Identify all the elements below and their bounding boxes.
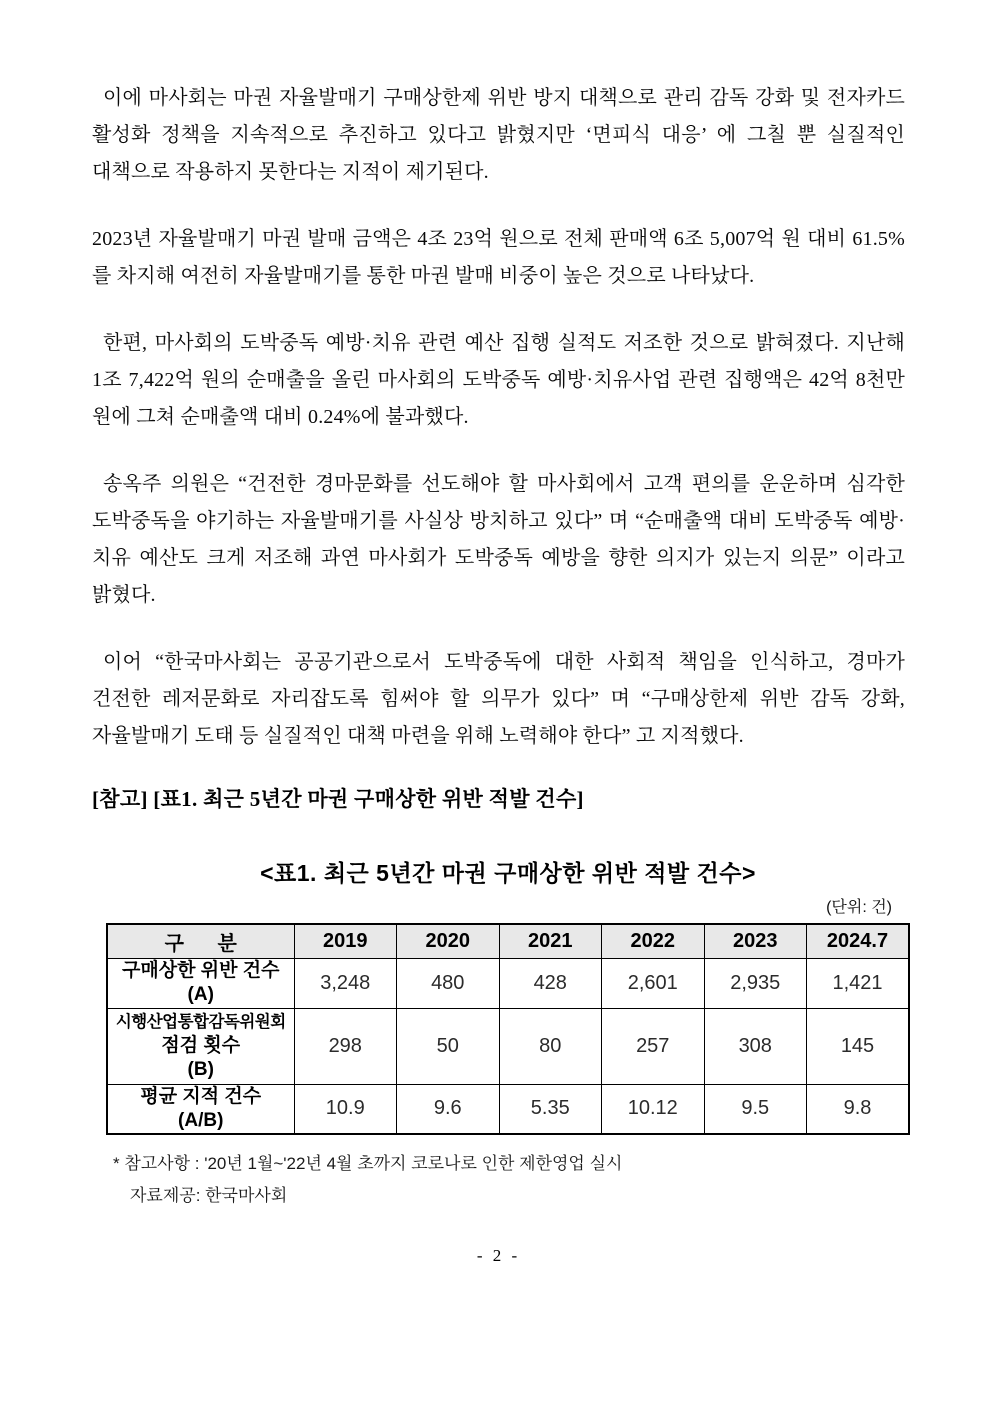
value-cell: 50 <box>397 1008 500 1084</box>
header-cell-category: 구 분 <box>107 924 294 958</box>
footnote-list <box>92 1151 905 1209</box>
value-cell: 145 <box>807 1008 910 1084</box>
header-cell-year: 2022 <box>602 924 705 958</box>
value-cell: 5.35 <box>499 1084 602 1134</box>
value-cell: 9.5 <box>704 1084 807 1134</box>
unit-note: (단위: 건) <box>826 899 892 916</box>
table-section <box>106 857 910 1135</box>
body-paragraph: 이어 “한국마사회는 공공기관으로서 도박중독에 대한 사회적 책임을 인식하고, 경마가 건전한 레저문화로 자리잡도록 힘써야 할 의무가 있다” 며 “구매상한제 위반 감독 강화, 자율발매기 도태 등 실질적인 대책 마련을 위해 노력해야 한다” 고 지적했다. <box>92 651 905 747</box>
footnote: * 참고사항 : '20년 1월~'22년 4월 초까지 코로나로 인한 제한영업 실시 <box>113 1154 623 1173</box>
header-cell-year: 2021 <box>499 924 602 958</box>
page-number: - 2 - <box>476 1246 521 1265</box>
violations-table <box>106 923 910 1135</box>
value-cell: 10.9 <box>294 1084 397 1134</box>
table-title: <표1. 최근 5년간 마권 구매상한 위반 적발 건수> <box>260 860 756 886</box>
value-cell: 9.8 <box>807 1084 910 1134</box>
header-cell-year: 2020 <box>397 924 500 958</box>
row-label-cell <box>107 1008 294 1084</box>
body-paragraph: 송옥주 의원은 “건전한 경마문화를 선도해야 할 마사회에서 고객 편의를 운운하며 심각한 도박중독을 야기하는 자율발매기를 사실상 방치하고 있다” 며 “순매출액 대비 도박중독 예방·치유 예산도 크게 저조해 과연 마사회가 도박중독 예방을 향한 의지가 있는지 의문” 이라고 밝혔다. <box>92 473 905 606</box>
value-cell: 10.12 <box>602 1084 705 1134</box>
header-cell-year: 2023 <box>704 924 807 958</box>
value-cell: 2,601 <box>602 958 705 1008</box>
body-paragraph: 한편, 마사회의 도박중독 예방·치유 관련 예산 집행 실적도 저조한 것으로 밝혀졌다. 지난해 1조 7,422억 원의 순매출을 올린 마사회의 도박중독 예방·치유사업 관련 집행액은 42억 8천만 원에 그쳐 순매출액 대비 0.24%에 불과했다. <box>92 332 905 428</box>
reference-heading: [참고] [표1. 최근 5년간 마권 구매상한 위반 적발 건수] <box>92 787 584 811</box>
value-cell: 257 <box>602 1008 705 1084</box>
row-label-line: (B) <box>187 1059 214 1080</box>
value-cell: 9.6 <box>397 1084 500 1134</box>
row-label-cell <box>107 1084 294 1134</box>
row-label-cell <box>107 958 294 1008</box>
row-label-line: 시행산업통합감독위원회 <box>115 1013 286 1031</box>
footnote: 자료제공: 한국마사회 <box>130 1186 288 1205</box>
value-cell: 2,935 <box>704 958 807 1008</box>
table-row <box>107 958 909 1008</box>
value-cell: 80 <box>499 1008 602 1084</box>
table-header-row <box>107 924 909 958</box>
header-cell-year: 2019 <box>294 924 397 958</box>
body-paragraph: 2023년 자율발매기 마권 발매 금액은 4조 23억 원으로 전체 판매액 6조 5,007억 원 대비 61.5%를 차지해 여전히 자율발매기를 통한 마권 발매 비중이 높은 것으로 나타났다. <box>92 228 905 287</box>
value-cell: 3,248 <box>294 958 397 1008</box>
value-cell: 308 <box>704 1008 807 1084</box>
value-cell: 480 <box>397 958 500 1008</box>
body-paragraph: 이에 마사회는 마권 자율발매기 구매상한제 위반 방지 대책으로 관리 감독 강화 및 전자카드 활성화 정책을 지속적으로 추진하고 있다고 밝혔지만 ‘면피식 대응’ 에 그칠 뿐 실질적인 대책으로 작용하지 못한다는 지적이 제기된다. <box>92 87 905 183</box>
header-cell-year: 2024.7 <box>807 924 910 958</box>
row-label-line: (A/B) <box>178 1109 224 1131</box>
row-label-line: 구매상한 위반 건수 <box>122 960 280 981</box>
table-row <box>107 1008 909 1084</box>
value-cell: 428 <box>499 958 602 1008</box>
row-label-line: 평균 지적 건수 <box>140 1085 262 1107</box>
row-label-line: (A) <box>187 984 214 1005</box>
value-cell: 1,421 <box>807 958 910 1008</box>
row-label-line: 점검 횟수 <box>161 1035 241 1056</box>
table-row <box>107 1084 909 1134</box>
value-cell: 298 <box>294 1008 397 1084</box>
